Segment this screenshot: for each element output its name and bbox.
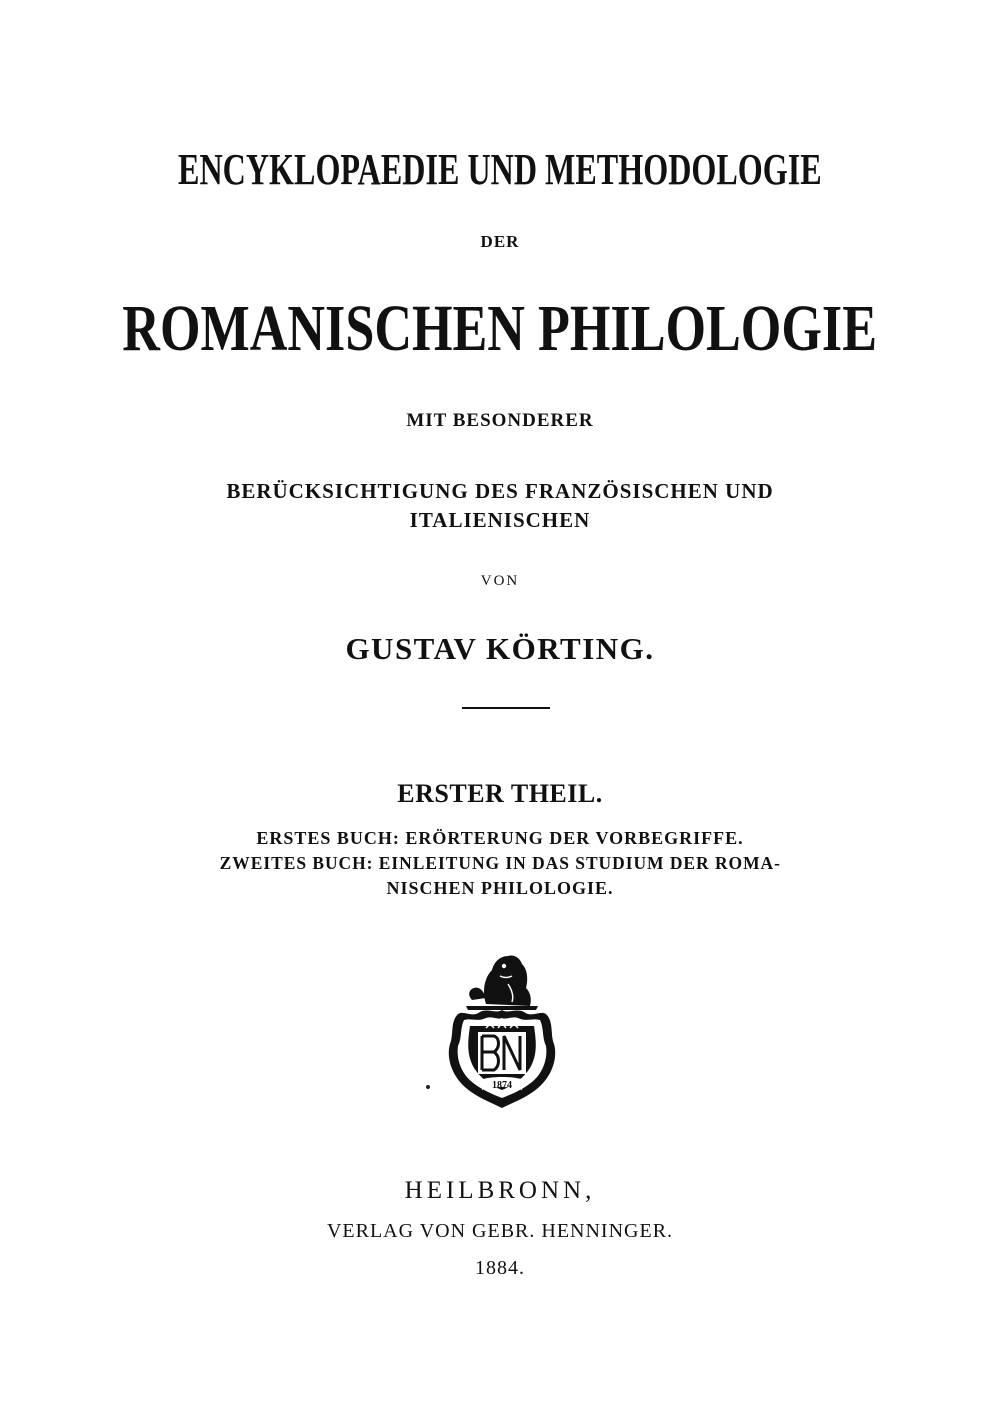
book-line-2 bbox=[0, 854, 1000, 872]
by-line bbox=[0, 572, 1000, 589]
main-title-line-2-text: ROMANISCHEN PHILOLOGIE bbox=[122, 292, 878, 365]
author-name-text: GUSTAV KÖRTING. bbox=[345, 631, 655, 666]
part-heading-text: ERSTER THEIL. bbox=[397, 779, 603, 808]
stray-ink-dot bbox=[426, 1085, 430, 1089]
subtitle-line-3 bbox=[0, 510, 1000, 531]
subtitle-line-1-text: MIT BESONDERER bbox=[406, 410, 594, 431]
book-line-1 bbox=[0, 829, 1000, 847]
by-line-text: VON bbox=[480, 573, 520, 589]
imprint-place bbox=[0, 1178, 1000, 1203]
imprint-year-text: 1884. bbox=[475, 1257, 525, 1279]
imprint-place-text: HEILBRONN, bbox=[404, 1177, 596, 1204]
subtitle-line-2 bbox=[0, 481, 1000, 502]
title-connector bbox=[0, 233, 1000, 250]
main-title-line-2 bbox=[0, 292, 1000, 365]
book-line-1-text: ERSTES BUCH: ERÖRTERUNG DER VORBEGRIFFE. bbox=[256, 828, 744, 848]
divider-rule bbox=[462, 707, 550, 709]
main-title-line-1-text: ENCYKLOPAEDIE UND METHODOLOGIE bbox=[178, 145, 822, 194]
subtitle-line-2-text: BERÜCKSICHTIGUNG DES FRANZÖSISCHEN UND bbox=[226, 479, 774, 503]
shield-icon bbox=[449, 1010, 555, 1108]
seal-year: 1874 bbox=[492, 1080, 512, 1091]
book-line-2-text: ZWEITES BUCH: EINLEITUNG IN DAS STUDIUM DER ROMA- bbox=[219, 853, 781, 873]
subtitle-line-1 bbox=[0, 411, 1000, 430]
subtitle-line-3-text: ITALIENISCHEN bbox=[409, 508, 591, 532]
imprint-publisher bbox=[0, 1221, 1000, 1241]
lion-icon bbox=[466, 955, 538, 1010]
book-line-3 bbox=[0, 879, 1000, 897]
imprint-publisher-text: VERLAG VON GEBR. HENNINGER. bbox=[326, 1220, 674, 1242]
main-title-line-1 bbox=[0, 145, 1000, 194]
author-name bbox=[0, 633, 1000, 664]
title-connector-text: DER bbox=[480, 232, 520, 251]
publisher-seal-icon bbox=[442, 948, 562, 1110]
part-heading bbox=[0, 781, 1000, 807]
book-line-3-text: NISCHEN PHILOLOGIE. bbox=[386, 878, 614, 898]
imprint-year bbox=[0, 1258, 1000, 1278]
